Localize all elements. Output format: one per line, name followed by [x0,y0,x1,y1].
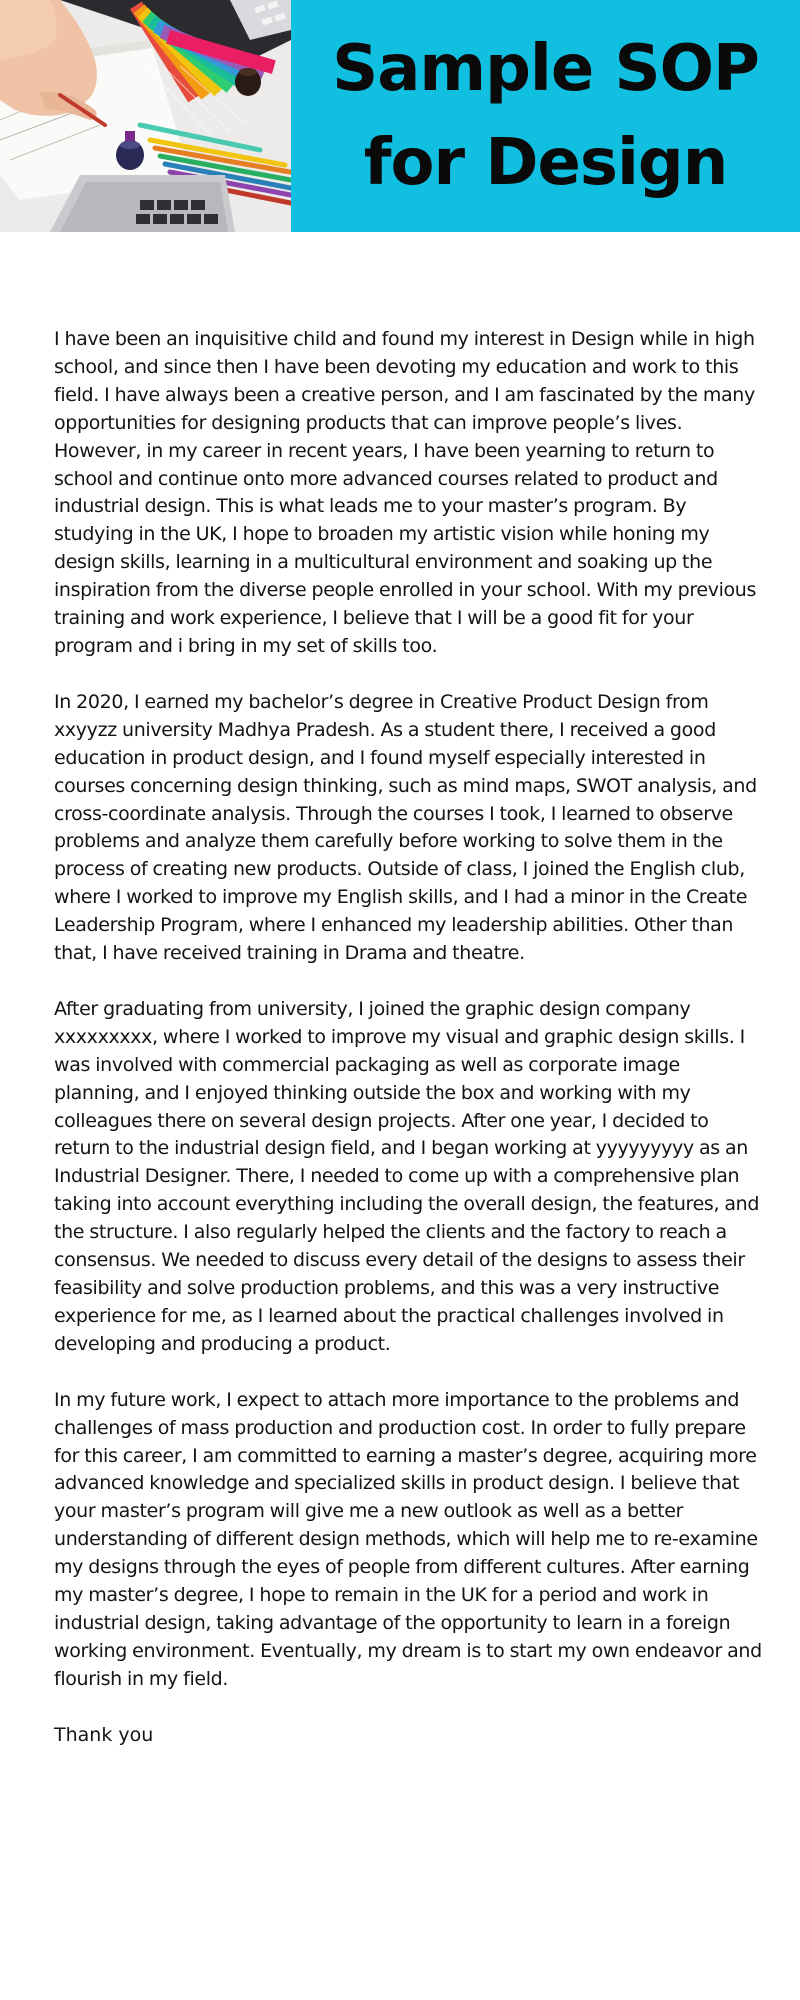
paragraph-introduction: I have been an inquisitive child and found my interest in Design while in high school, and since then I have been devoting my education and work to this field. I have always been a creative person, and I am fascinated by the many opportunities for designing products that can improve people’s lives. However, in my career in recent years, I have been yearning to return to school and continue onto more advanced courses related to product and industrial design. This is what leads me to your master’s program. By studying in the UK, I hope to broaden my artistic vision while honing my design skills, learning in a multicultural environment and soaking up the inspiration from the diverse people enrolled in your school. With my previous training and work experience, I believe that I will be a good fit for your program and i bring in my set of skills too. [54,328,757,657]
title-banner [291,0,800,232]
signoff: Thank you [54,1723,154,1746]
header-banner [0,0,800,232]
page-title [291,22,800,210]
page-title-line2: for Design [363,126,728,200]
paragraph-work-experience: After graduating from university, I joined the graphic design company xxxxxxxxx, where I worked to improve my visual and graphic design skills. I was involved with commercial packaging as well as corporate image planning, and I enjoyed thinking outside the box and working with my colleagues there on several design projects. After one year, I decided to return to the industrial design field, and I began working at yyyyyyyyy as an Industrial Designer. There, I needed to come up with a comprehensive plan taking into account everything including the overall design, the features, and the structure. I also regularly helped the clients and the factory to reach a consensus. We needed to discuss every detail of the designs to assess their feasibility and solve production problems, and this was a very instructive experience for me, as I learned about the practical challenges involved in developing and producing a product. [54,997,760,1355]
sop-body [54,326,766,1750]
page-title-line1: Sample SOP [332,32,759,106]
paragraph-future-goals: In my future work, I expect to attach more importance to the problems and challenges of mass production and production cost. In order to fully prepare for this career, I am committed to earning a master’s degree, acquiring more advanced knowledge and specialized skills in product design. I believe that your master’s program will give me a new outlook as well as a better understanding of different design methods, which will help me to re-examine my designs through the eyes of people from different cultures. After earning my master’s degree, I hope to remain in the UK for a period and work in industrial design, taking advantage of the opportunity to learn in a foreign working environment. Eventually, my dream is to start my own endeavor and flourish in my field. [54,1388,762,1690]
design-desk-photo-icon [0,0,291,232]
paragraph-education: In 2020, I earned my bachelor’s degree in Creative Product Design from xxyyzz university Madhya Pradesh. As a student there, I received a good education in product design, and I found myself especially interested in courses concerning design thinking, such as mind maps, SWOT analysis, and cross-coordinate analysis. Through the courses I took, I learned to observe problems and analyze them carefully before working to solve them in the process of creating new products. Outside of class, I joined the English club, where I worked to improve my English skills, and I had a minor in the Create Leadership Program, where I enhanced my leadership abilities. Other than that, I have received training in Drama and theatre. [54,690,757,965]
